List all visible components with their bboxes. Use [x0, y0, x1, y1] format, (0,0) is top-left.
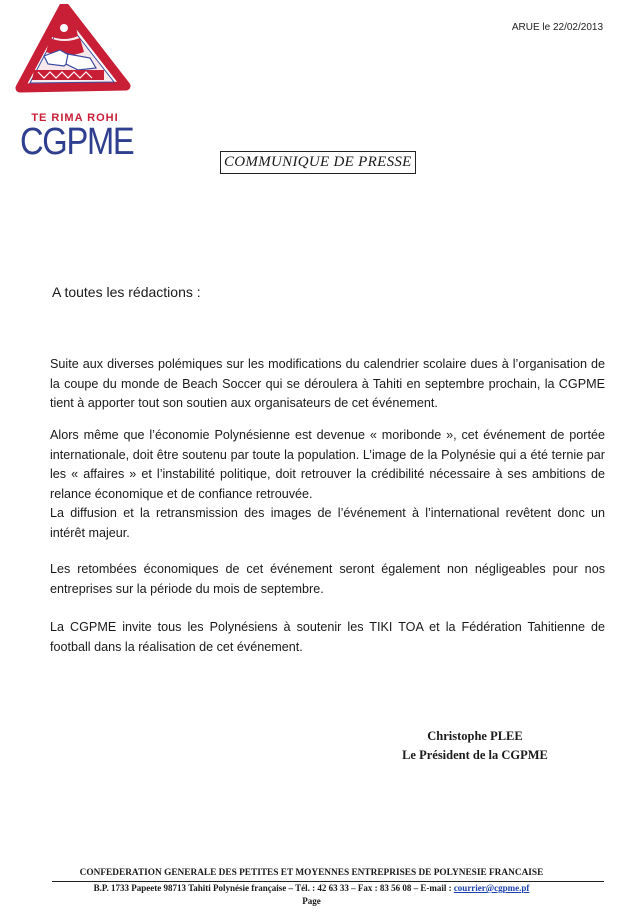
cgpme-logo	[14, 4, 142, 164]
body-paragraph: Les retombées économiques de cet événement seront également non négligeables pour nos entreprises sur la période du mois de septembre.	[50, 562, 605, 596]
body-paragraph: La CGPME invite tous les Polynésiens à soutenir les TIKI TOA et la Fédération Tahitienne de football dans la réalisation de cet événement.	[50, 620, 605, 654]
footer-divider	[52, 881, 604, 882]
salutation: A toutes les rédactions :	[52, 284, 201, 300]
signatory-name: Christophe PLEE	[427, 729, 523, 743]
signature-block	[390, 727, 560, 765]
body-paragraph: Alors même que l’économie Polynésienne est devenue « moribonde », cet événement de portée internationale, doit être soutenu par toute la population. L’image de la Polynésie qui a été ternie par les « affaires » et l’instabilité politique, doit retrouver la crédibilité nécessaire à ses ambitions de relance économique et de confiance retrouvée. La diffusion et la retransmission des images de l’événement à l’international revêtent donc un intérêt majeur.	[50, 428, 605, 540]
signatory-role: Le Président de la CGPME	[402, 748, 548, 762]
footer-email-link[interactable]: courrier@cgpme.pf	[453, 883, 530, 893]
logo-wordmark: CGPME	[20, 121, 134, 163]
handshake-triangle-logo-icon	[14, 4, 142, 116]
footer-organization: CONFEDERATION GENERALE DES PETITES ET MOYENNES ENTREPRISES DE POLYNESIE FRANCAISE	[79, 868, 544, 878]
page-label: Page	[302, 896, 321, 906]
footer-address: B.P. 1733 Papeete 98713 Tahiti Polynésie française – Tél. : 42 63 33 – Fax : 83 56 08 – E-mail :	[93, 883, 454, 893]
body-paragraph: Suite aux diverses polémiques sur les modifications du calendrier scolaire dues à l’organisation de la coupe du monde de Beach Soccer qui se déroulera à Tahiti en septembre prochain, la CGPME tient à apporter tout son soutien aux organisateurs de cet événement.	[50, 357, 605, 410]
logo-subtitle: TE RIMA ROHI	[31, 112, 119, 124]
footer-contact	[0, 883, 623, 893]
document-date: ARUE le 22/02/2013	[511, 22, 603, 33]
document-title: COMMUNIQUE DE PRESSE	[220, 151, 416, 174]
